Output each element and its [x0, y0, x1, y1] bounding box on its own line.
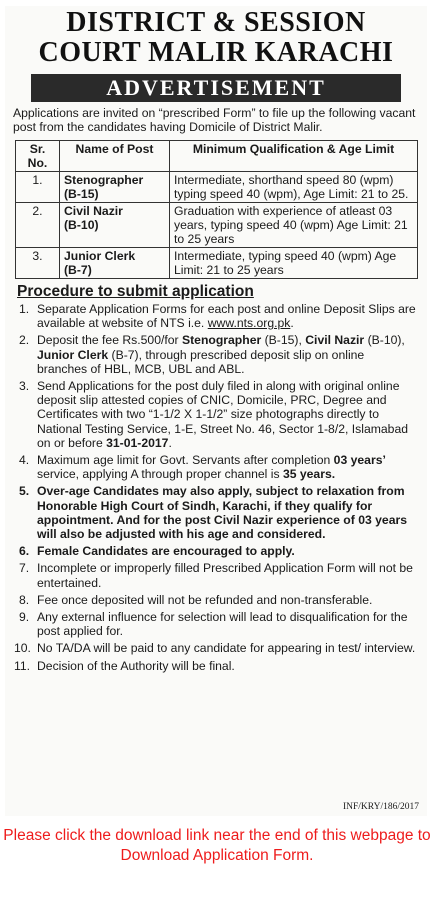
procedure-step	[5, 659, 427, 673]
procedure-step	[5, 544, 427, 558]
reference-number: INF/KRY/186/2017	[342, 802, 419, 812]
post-name: Junior Clerk	[37, 347, 109, 362]
procedure-step	[5, 593, 427, 607]
procedure-list	[5, 302, 427, 673]
row-post	[60, 203, 170, 248]
row-post	[60, 172, 170, 203]
step-number: 2.	[19, 333, 30, 348]
step-text: Fee once deposited will not be refunded and non-transferable.	[37, 592, 373, 607]
step-number: 11.	[14, 658, 31, 673]
post-grade: (B-7)	[64, 263, 92, 277]
advertisement-banner: ADVERTISEMENT	[31, 74, 401, 102]
row-qualification: Intermediate, shorthand speed 80 (wpm) typing speed 40 (wpm), Age Limit: 21 to 25.	[170, 172, 418, 203]
row-post	[60, 248, 170, 279]
row-qualification: Graduation with experience of atleast 03 years, typing speed 40 (wpm) Age Limit: 21 to 25 years	[170, 203, 418, 248]
procedure-step	[5, 379, 427, 450]
table-header-row	[16, 141, 418, 172]
step-text: Send Applications for the post duly filed in along with original online deposit slip attested copies of CNIC, Domicile, PRC, Degree and Certificates with two “1-1/2 X 1-1/2” size photographs directly to National Testing Service, 1-E, Street No. 46, Sector 1-8/2, Islamabad on or before	[37, 379, 409, 450]
table-row	[16, 172, 418, 203]
procedure-title: Procedure to submit application	[17, 283, 254, 300]
step-number: 9.	[19, 610, 30, 625]
step-text: service, applying A through proper channel is	[37, 467, 283, 482]
step-text: Female Candidates are encouraged to apply.	[37, 544, 295, 559]
post-grade: (B-10)	[64, 218, 99, 232]
step-text: Incomplete or improperly filled Prescribed Application Form will not be entertained.	[37, 561, 413, 590]
step-text: Deposit the fee Rs.500/for	[37, 333, 182, 348]
posts-table	[15, 140, 418, 279]
table-row	[16, 203, 418, 248]
procedure-step	[5, 561, 427, 589]
step-text: Over-age Candidates may also apply, subject to relaxation from Honorable High Court of Sindh, Karachi, if they qualify for appointment. And for the post Civil Nazir experience of 03 years will also be adjusted with his age and considered.	[37, 484, 407, 542]
step-number: 10.	[14, 641, 31, 656]
header-sr-no: Sr. No.	[16, 141, 60, 172]
row-sr: 3.	[16, 248, 60, 279]
step-text: .	[168, 435, 172, 450]
step-number: 1.	[19, 302, 30, 316]
post-name: Civil Nazir	[305, 333, 365, 348]
procedure-step	[5, 641, 427, 655]
step-text: Separate Application Forms for each post and online Deposit Slips are available at website of NTS i.e.	[37, 302, 416, 331]
step-text: No TA/DA will be paid to any candidate for appearing in test/ interview.	[37, 641, 416, 656]
procedure-step	[5, 610, 427, 638]
title-line-2: COURT MALIR KARACHI	[38, 37, 394, 68]
header-qualification: Minimum Qualification & Age Limit	[170, 141, 418, 172]
procedure-step	[5, 484, 427, 541]
intro-text: Applications are invited on “prescribed Form” to file up the following vacant post from the candidates having Domicile of District Malir.	[13, 106, 416, 134]
post-name: Stenographer	[64, 173, 144, 187]
step-text: Any external influence for selection will lead to disqualification for the post applied for.	[37, 610, 408, 639]
procedure-step	[5, 302, 427, 330]
step-text: Decision of the Authority will be final.	[37, 658, 235, 673]
service-years: 03 years’	[333, 453, 386, 468]
table-row	[16, 248, 418, 279]
post-name: Junior Clerk	[64, 249, 136, 263]
procedure-step	[5, 453, 427, 481]
post-grade: (B-15)	[64, 187, 99, 201]
post-name: Civil Nazir	[64, 204, 123, 218]
header-name-of-post: Name of Post	[60, 141, 170, 172]
step-text: (B-10),	[364, 333, 405, 348]
download-notice: Please click the download link near the end of this webpage to Download Application Form.	[3, 827, 431, 864]
advertisement	[5, 6, 427, 816]
row-sr: 1.	[16, 172, 60, 203]
title-line-1: DISTRICT & SESSION	[66, 7, 366, 38]
step-number: 5.	[19, 484, 30, 499]
step-number: 8.	[19, 592, 30, 607]
procedure-step	[5, 333, 427, 376]
step-number: 3.	[19, 379, 30, 394]
step-number: 7.	[19, 561, 30, 576]
row-qualification: Intermediate, typing speed 40 (wpm) Age Limit: 21 to 25 years	[170, 248, 418, 279]
step-text: (B-15),	[261, 333, 306, 348]
post-name: Stenographer	[181, 333, 262, 348]
step-text: Maximum age limit for Govt. Servants after completion	[37, 453, 334, 468]
row-sr: 2.	[16, 203, 60, 248]
step-text: .	[290, 316, 294, 331]
deadline-date: 31-01-2017	[106, 435, 169, 450]
step-number: 6.	[19, 544, 30, 559]
max-age: 35 years.	[282, 467, 336, 482]
step-number: 4.	[19, 453, 30, 468]
step-text: (B-7), through prescribed deposit slip on online branches of HBL, MCB, UBL and ABL.	[37, 347, 365, 376]
nts-website-link[interactable]: www.nts.org.pk	[207, 316, 291, 331]
